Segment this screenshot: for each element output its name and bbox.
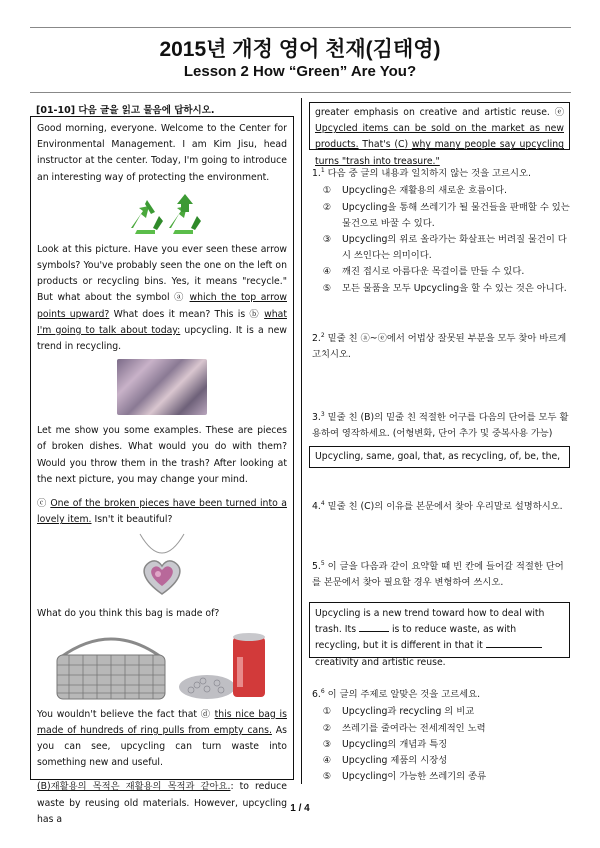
option-3[interactable]: ③ Upcycling의 개념과 특징 bbox=[322, 738, 448, 750]
passage-text: : to reduce waste by reusing old materials. However, upcycling has a bbox=[37, 781, 287, 825]
passage-text: That's (C) bbox=[358, 139, 412, 151]
question-4: 4.$^4$ 밑줄 친 (C)의 이유를 본문에서 찾아 우리말로 설명하시오. bbox=[312, 500, 563, 513]
top-rule bbox=[30, 27, 571, 28]
option-5[interactable]: ⑤ 모든 물품을 모두 Upcycling을 할 수 있는 것은 아니다. bbox=[322, 282, 567, 294]
column-divider bbox=[301, 98, 302, 784]
passage-text: upcycling. It is a new trend in recycling. bbox=[37, 324, 288, 353]
question-5: 5.$^5$ 이 글을 다음과 같이 요약할 때 빈 칸에 들어갈 적절한 단어를 본문에서 찾아 필요할 경우 변형하여 쓰시오. bbox=[312, 560, 564, 589]
underline-c: One of the broken pieces have been turned into a lovely item. bbox=[37, 498, 287, 526]
heart-necklace-image bbox=[132, 532, 192, 598]
question-number: 5.$^5$ bbox=[312, 560, 325, 573]
option-2[interactable]: ② 쓰레기를 줄여라는 전세계적인 노력 bbox=[322, 722, 486, 734]
option-4[interactable]: ④ 깨진 접시로 아름다운 목걸이를 만들 수 있다. bbox=[322, 266, 525, 278]
underline-e: Upcycled items can be sold on the market as new products. bbox=[315, 123, 564, 151]
soda-can-image bbox=[177, 627, 273, 703]
recycle-symbols-image bbox=[119, 190, 205, 238]
question-number: 3.$^3$ bbox=[312, 411, 325, 424]
question-1-options bbox=[312, 183, 570, 296]
recycle-arrows-icon bbox=[131, 200, 163, 234]
passage-paragraph-3: Let me show you some examples. These are pieces of broken dishes. What would you do with them? Would you throw them in the trash? After looking at the next picture, you may change your mind. bbox=[37, 425, 287, 485]
section-label: [01-10] 다음 글을 읽고 물음에 답하시오. bbox=[36, 105, 215, 116]
underline-d: this nice bag is made of hundreds of ring pulls from empty cans. bbox=[37, 708, 287, 736]
underline-b: what I'm going to talk about today: bbox=[37, 308, 287, 336]
bag-and-can-images bbox=[37, 627, 287, 703]
passage-box bbox=[30, 116, 294, 825]
question-number: 6.$^6$ bbox=[312, 688, 325, 701]
question-number: 1.$^1$ bbox=[312, 167, 325, 180]
passage-paragraph-2 bbox=[37, 242, 287, 355]
passage-continuation bbox=[315, 105, 564, 170]
ring-pull-bag-image bbox=[51, 627, 171, 703]
question-5-summary-box bbox=[309, 602, 570, 668]
summary-text: Upcycling is a new trend toward how to deal with trash. Its bbox=[315, 608, 545, 636]
option-1[interactable]: ① Upcycling과 recycling 의 비교 bbox=[322, 706, 475, 718]
option-2[interactable]: ② Upcycling을 통해 쓰레기가 될 물건들을 판매할 수 있는 물건으로 바꿀 수 있다. bbox=[322, 201, 570, 229]
page-number: 1 / 4 bbox=[290, 803, 310, 814]
passage-paragraph-4 bbox=[37, 496, 287, 528]
page-title: 2015년 개정 영어 천재(김태영) bbox=[159, 38, 441, 61]
underline-B: (B)재활용의 목적은 재활용의 목적과 같아요. bbox=[37, 781, 231, 793]
question-3-word-box: Upcycling, same, goal, that, as recycling, of, be, the, bbox=[309, 446, 570, 468]
question-6-stem: 6.$^6$ 이 글의 주제로 알맞은 것을 고르세요. bbox=[312, 688, 481, 701]
passage-paragraph-5: What do you think this bag is made of? bbox=[37, 608, 220, 620]
question-number: 2.$^2$ bbox=[312, 332, 325, 345]
header-rule bbox=[30, 92, 571, 93]
option-3[interactable]: ③ Upcycling의 위로 올라가는 화살표는 버려질 물건이 다시 쓰인다는 의미이다. bbox=[322, 233, 567, 262]
passage-text: What does it mean? This is ⓑ bbox=[109, 308, 265, 320]
passage-paragraph-6 bbox=[37, 707, 287, 772]
summary-blank-1[interactable] bbox=[359, 622, 389, 632]
passage-continuation-box bbox=[309, 102, 570, 167]
underline-C: why many people say upcycling turns "trash into treasure." bbox=[315, 139, 564, 167]
question-2: 2.$^2$ 밑줄 친 ⓐ~ⓔ에서 어법상 잘못된 부분을 모두 찾아 바르게 고치시오. bbox=[312, 332, 567, 361]
question-1-stem: 1.$^1$ 다음 중 글의 내용과 일치하지 않는 것을 고르시오. bbox=[312, 167, 531, 180]
question-6-options bbox=[312, 704, 570, 785]
passage-text: Look at this picture. Have you ever seen these arrow symbols? You've probably seen the one on the left on products or recycling bins. Yes, it means "recycle." But what about the symbol ⓐ bbox=[37, 243, 287, 304]
summary-text: is to reduce waste, as with recycling, but it is different in that it bbox=[315, 624, 517, 652]
passage-text: You wouldn't believe the fact that ⓓ bbox=[37, 708, 215, 720]
underline-a: which the top arrow points upward? bbox=[37, 292, 287, 320]
passage-text: As you can see, upcycling can turn waste into something new and useful. bbox=[37, 724, 287, 769]
option-4[interactable]: ④ Upcycling 제품의 시장성 bbox=[322, 754, 448, 766]
summary-blank-2[interactable] bbox=[486, 638, 542, 648]
upcycle-arrow-icon bbox=[169, 194, 201, 234]
question-number: 4.$^4$ bbox=[312, 500, 325, 513]
summary-text: creativity and artistic reuse. bbox=[315, 656, 446, 668]
broken-dishes-image bbox=[117, 359, 207, 415]
question-1 bbox=[312, 163, 570, 297]
question-6 bbox=[312, 684, 570, 785]
lesson-subtitle: Lesson 2 How “Green” Are You? bbox=[183, 63, 417, 80]
passage-paragraph-1: Good morning, everyone. Welcome to the Center for Environmental Management. I am Kim Jisu, head instructor at the center. Today, I'm going to introduce an interesting way of protecting the environment. bbox=[37, 123, 287, 183]
option-1[interactable]: ① Upcycling은 재활용의 새로운 흐름이다. bbox=[322, 185, 507, 197]
passage-text: Isn't it beautiful? bbox=[91, 514, 173, 526]
option-5[interactable]: ⑤ Upcycling이 가능한 쓰레기의 종류 bbox=[322, 771, 487, 783]
question-3: 3.$^3$ 밑줄 친 (B)의 밑줄 친 적절한 어구를 다음의 단어를 모두 활용하여 영작하세요. (어형변화, 단어 추가 및 중복사용 가능) bbox=[312, 411, 569, 440]
passage-text: ⓒ bbox=[37, 498, 51, 510]
passage-text: greater emphasis on creative and artistic reuse. ⓔ bbox=[315, 107, 564, 118]
